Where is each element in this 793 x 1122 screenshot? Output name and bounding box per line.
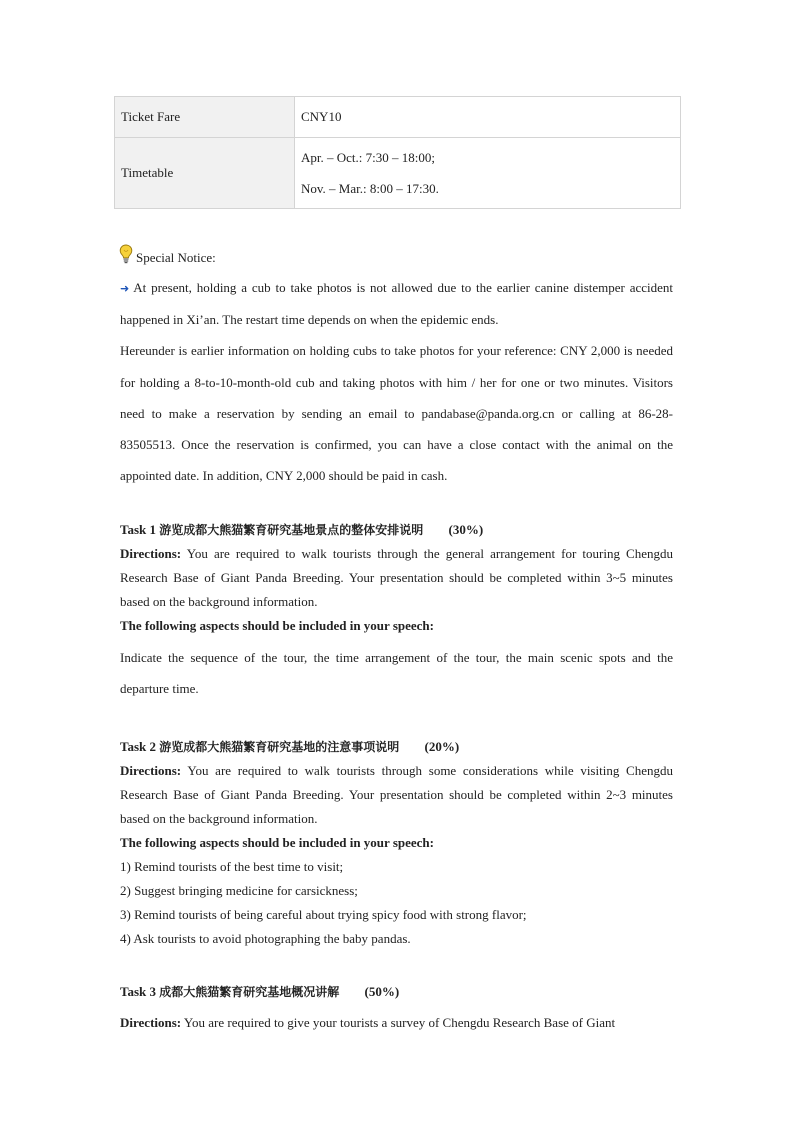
- task-1-aspects-text: Indicate the sequence of the tour, the time arrangement of the tour, the main scenic spots and the departure time.: [120, 650, 673, 696]
- task-3-directions: [120, 1007, 673, 1038]
- special-notice-body: [120, 272, 673, 491]
- task-1-label: Task 1: [120, 522, 157, 537]
- notice-paragraph-1-text: At present, holding a cub to take photos is not allowed due to the earlier canine distemper accident happened in Xi’an. The restart time depends on when the epidemic ends.: [120, 280, 673, 328]
- timetable-line-summer: Apr. – Oct.: 7:30 – 18:00;: [301, 150, 435, 165]
- task-2-directions-text: You are required to walk tourists through some considerations while visiting Chengdu Research Base of Giant Panda Breeding. Your presentation should be completed within 2~3 minutes based on the background information.: [120, 763, 673, 826]
- task-2-aspects-label: The following aspects should be included in your speech:: [120, 835, 434, 850]
- special-notice-title: Special Notice:: [136, 250, 216, 265]
- task-3-title-cn: 成都大熊猫繁育研究基地概况讲解: [159, 985, 340, 999]
- task-2-directions-label: Directions:: [120, 763, 182, 778]
- list-item: 2) Suggest bringing medicine for carsickness;: [120, 883, 358, 898]
- list-item: 4) Ask tourists to avoid photographing the baby pandas.: [120, 931, 411, 946]
- arrow-right-icon: ➜: [120, 282, 130, 295]
- timetable-line-winter: Nov. – Mar.: 8:00 – 17:30.: [301, 181, 439, 196]
- table-row-ticket-fare: [115, 97, 681, 138]
- task-3-section: [120, 980, 673, 1038]
- task-1-directions-text: You are required to walk tourists through the general arrangement for touring Chengdu Research Base of Giant Panda Breeding. Your presentation should be completed within 3~5 minutes based on the background information.: [120, 546, 673, 609]
- timetable-value: [295, 138, 681, 209]
- task-1-title: [120, 518, 673, 542]
- timetable-label: Timetable: [115, 138, 295, 209]
- task-3-label: Task 3: [120, 984, 157, 999]
- task-2-directions: [120, 759, 673, 831]
- info-table: [114, 96, 681, 209]
- task-1-aspects-label: The following aspects should be included in your speech:: [120, 618, 434, 633]
- task-2-label: Task 2: [120, 739, 157, 754]
- list-item: 1) Remind tourists of the best time to visit;: [120, 859, 344, 874]
- task-1-directions-label: Directions:: [120, 546, 182, 561]
- table-row-timetable: [115, 138, 681, 209]
- task-2-title: [120, 735, 673, 759]
- task-3-directions-text: You are required to give your tourists a survey of Chengdu Research Base of Giant: [183, 1015, 616, 1030]
- lightbulb-icon: [119, 244, 133, 264]
- task-2-title-cn: 游览成都大熊猫繁育研究基地的注意事项说明: [159, 740, 400, 754]
- ticket-fare-value: CNY10: [295, 97, 681, 138]
- notice-paragraph-2: Hereunder is earlier information on holding cubs to take photos for your reference: CNY 2,000 is needed for holding a 8-to-10-month-old cub and taking photos with him / her for one or two minutes. Visitors need to make a reservation by sending an email to pandabase@panda.org.cn or calling at 86-28-83505513. Once the reservation is confirmed, you can have a close contact with the animal on the appointed date. In addition, CNY 2,000 should be paid in cash.: [120, 343, 673, 484]
- special-notice-header: [119, 246, 216, 270]
- task-1-directions: [120, 542, 673, 614]
- task-2-percent: (20%): [424, 739, 460, 754]
- task-3-title: [120, 980, 673, 1004]
- list-item: 3) Remind tourists of being careful about trying spicy food with strong flavor;: [120, 907, 527, 922]
- ticket-fare-label: Ticket Fare: [115, 97, 295, 138]
- task-3-percent: (50%): [364, 984, 400, 999]
- task-2-section: [120, 735, 673, 951]
- task-3-directions-label: Directions:: [120, 1015, 182, 1030]
- notice-paragraph-1: [120, 272, 673, 335]
- task-1-percent: (30%): [448, 522, 484, 537]
- task-1-title-cn: 游览成都大熊猫繁育研究基地景点的整体安排说明: [159, 523, 424, 537]
- task-1-section: [120, 518, 673, 704]
